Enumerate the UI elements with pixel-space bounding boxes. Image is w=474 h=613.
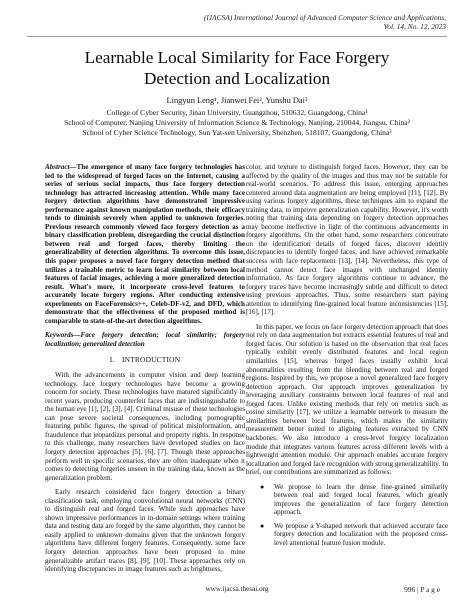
journal-header: [116, 13, 446, 31]
contribution-text-2: We propose a Y-shaped network that achieved accurate face forgery detection and localization with the proposed cross-level attentional feature fusion module.: [274, 521, 448, 547]
bullet-icon: ●: [260, 521, 265, 530]
journal-volume: Vol. 14, No. 12, 2023: [383, 22, 446, 31]
affiliation-2: School of Computer, Nanjing University of Information Science & Technology, Nanjing, 210044, Jiangsu, China²: [64, 118, 410, 127]
paper-title: [30, 47, 444, 89]
title-line-1: Learnable Local Similarity for Face Forgery: [84, 48, 390, 67]
intro-paragraph-1: With the advancements in computer vision and deep learning technology, face forgery technologies have become a growing concern for society. These technologies have matured significantly in recent years, producing counterfeit faces that are indistinguishable to the human eye [1], [2], [3], [4]. Criminal misuse of these technologies can pose severe societal consequences, including pornographic featuring public figures, the spread of political misinformation, and fraudulence that jeopardizes personal and property rights. In response to this challenge, many researchers have developed studies on face forgery detection approaches [5], [6], [7]. Though these approaches perform well in specific scenarios, they are often inadequate when it comes to detecting forgeries unseen in the training data, known as the generalization problem.: [45, 371, 245, 482]
contributions-list: [246, 483, 448, 548]
intro-paragraph-2: Early research considered face forgery detection a binary classification task, employing convolutional neural networks (CNN) to distinguish real and forged faces. While such approaches have shown impressive performances in in-domain settings where training data and testing data are forged by the same algorithm, they cannot be easily applied to unknown domains given that the unknown forgery algorithms have different forgery features. Consequently, some face forgery detection approaches have been proposed to mine generalizable artifact traces [8], [9], [10]. These approaches rely on identifying discrepancies in image features such as brightness,: [45, 488, 245, 574]
right-paragraph-1: color, and texture to distinguish forged faces. However, they can be affected by the quality of the images and thus may not be suitable for real-world scenarios. To address this issue, emerging approaches centered around data augmentation are being employed [11], [12]. By using various forgery algorithms, these techniques aim to expand the training data, to improve generalization capability. However, it's worth noting that training data depending on forgery detection approaches may become ineffective in light of the continuous advancements in forgery algorithms. On the other hand, some researchers concentrate on the identification details of forged faces, discover identity discrepancies to identify forged faces, and have achieved remarkable success with face replacement [13], [14]. Nevertheless, this type of method cannot detect face images with unchanged identity information. As face forgery algorithms continue to advance, the forgery traces have become increasingly subtle and difficult to detect using previous approaches. Thus, some researchers start paying attention to identifying fine-grained local feature inconsistencies [15], [16], [17].: [246, 163, 448, 317]
contribution-text-1: We propose to learn the dense fine-grained similarity between real and forged local features, which greatly improves the generalization of face forgery detection approach.: [274, 482, 448, 517]
keywords: Keywords—Face forgery detection; local similarity; forgery localization; generalized detection: [45, 331, 245, 348]
header-divider: [27, 36, 447, 37]
list-item: [246, 522, 448, 548]
left-column: [45, 163, 245, 574]
section-heading-introduction: I. INTRODUCTION: [109, 355, 181, 365]
journal-name: (IJACSA) International Journal of Advanced Computer Science and Applications,: [203, 13, 446, 22]
list-item: [246, 483, 448, 517]
authors: Lingyun Leng¹, Jianwei Fei², Yunshu Dai³: [166, 96, 308, 105]
affiliation-1: College of Cyber Security, Jinan University, Guangzhou, 510632, Guangdong, China¹: [106, 108, 368, 117]
bullet-icon: ●: [260, 482, 265, 491]
footer-page-number: 996 | P a g e: [404, 585, 440, 594]
abstract-text: The emergence of many face forgery technologies has led to the widespread of forged faces on the Internet, causing a series of serious social impacts, thus face forgery detection technology has attracted increasing attention. While many face forgery detection algorithms have demonstrated impressive performance against known manipulation methods, their efficacy tends to diminish severely when applied to unknown forgeries. Previous research commonly viewed face forgery detection as a binary classification problem, disregarding the crucial distinction between real and forged faces, thereby limiting the generalizability of detection algorithms. To overcome this issue, this paper proposes a novel face forgery detection method that utilizes a trainable metric to learn local similarity between local features of facial images, achieving a more generalized detection result. What's more, it incorporate cross-level features to accurately locate forgery regions. After conducting extensive experiments on FaceForensics++, Celeb-DF-v2, and DFD, which demonstrate that the effectiveness of the proposed method is comparable to state-of-the-art detection algorithms.: [45, 163, 245, 325]
right-paragraph-2: In this paper, we focus on face forgery detection approach that does not rely on data augmentation but extracts essential features of real and forged faces. Our solution is based on the observation that real faces typically exhibit evenly distributed features and local region similarities [15], whereas forged faces usually exhibit local abnormalities resulting from the blending between real and forged regions. Inspired by this, we propose a novel generalized face forgery detection approach. Our approach improves generalization by leveraging auxiliary constraints between local features of real and forged faces. Unlike existing methods that rely on metrics such as cosine similarity [17], we utilize a learnable network to measure the similarities between local features, which makes the similarity measurement better suited to aligning features extracted by CNN backbones. We also introduce a cross-level forgery localization module that integrates various features across different levels with a lightweight attention module. Our approach enables accurate forgery localization and forged face recognition with strong generalizability. In brief, our contributions are summarized as follows:: [246, 322, 448, 477]
abstract: [45, 163, 245, 325]
footer-url: www.ijacsa.thesai.org: [205, 585, 269, 593]
abstract-lead: Abstract—: [45, 163, 77, 171]
title-line-2: Detection and Localization: [143, 69, 331, 88]
affiliation-3: School of Cyber Science Technology, Sun Yat-sen University, Shenzhen, 518107, Guangdong, China³: [82, 128, 392, 137]
right-column: [246, 163, 448, 553]
